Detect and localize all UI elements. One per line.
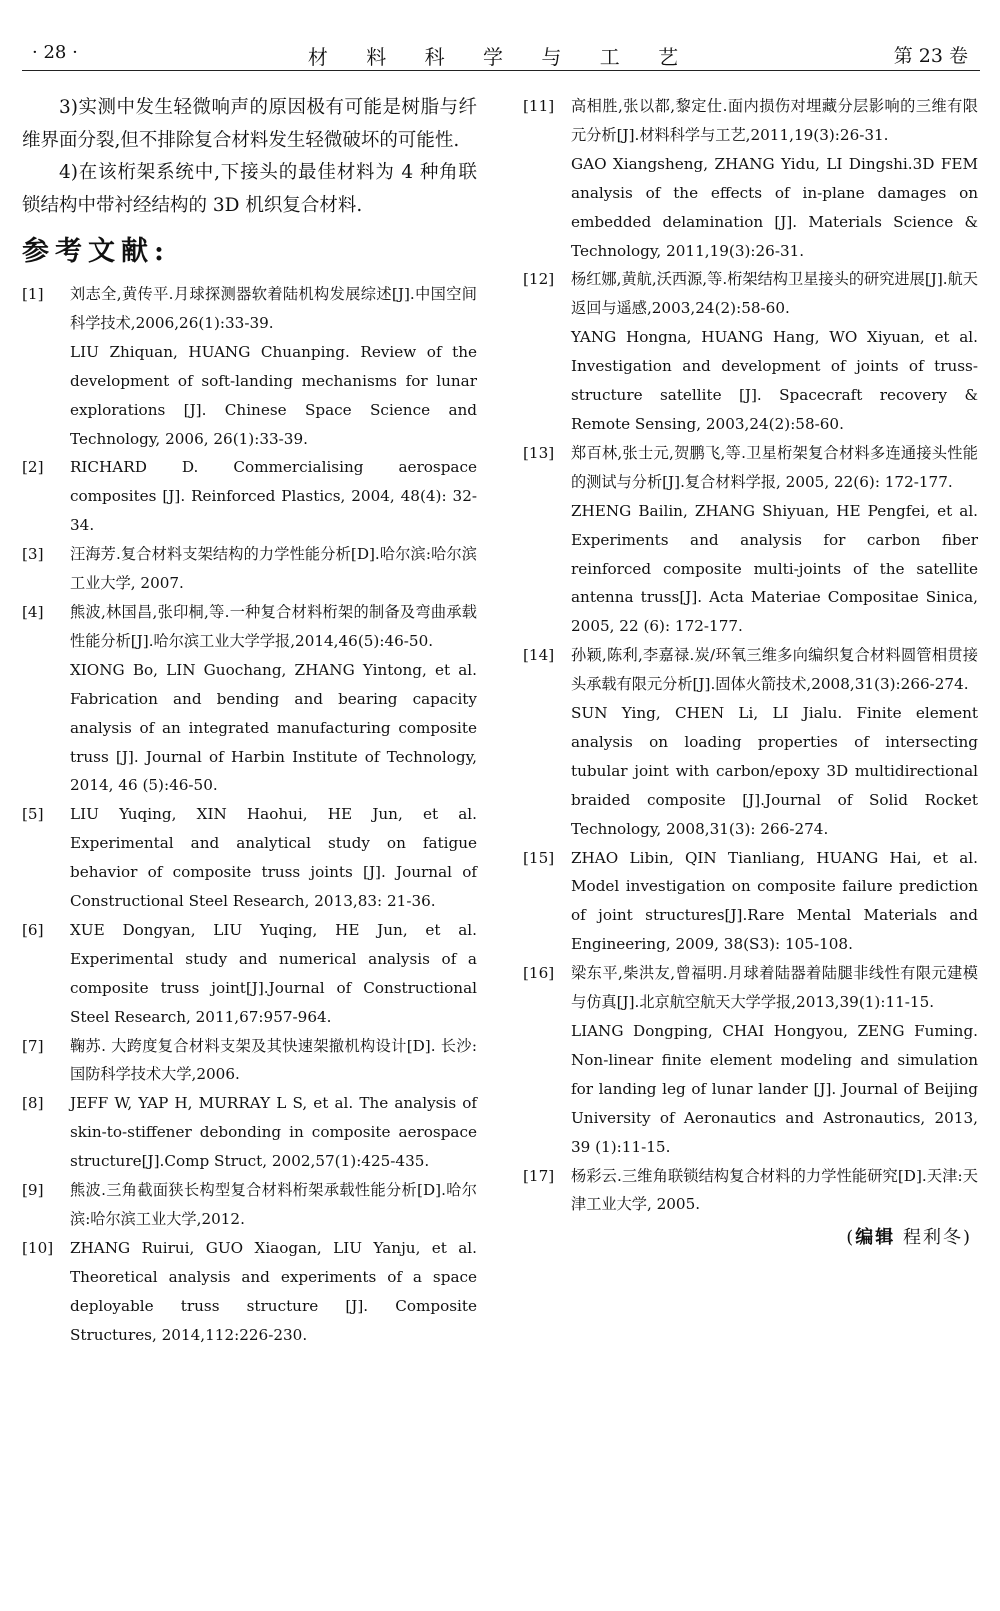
journal-title: 材 料 科 学 与 工 艺 <box>307 45 695 69</box>
reference-item <box>523 641 978 843</box>
reference-list-left <box>22 280 477 1350</box>
reference-text-english: ZHAO Libin, QIN Tianliang, HUANG Hai, et al. Model investigation on composite failure prediction of joint structures[J].Rare Mental Materials and Engineering, 2009, 38(S3): 105-108. <box>571 848 978 954</box>
editor-credit <box>523 1223 978 1249</box>
reference-item <box>22 916 477 1032</box>
reference-item <box>22 453 477 540</box>
reference-text-english: ZHANG Ruirui, GUO Xiaogan, LIU Yanju, et al. Theoretical analysis and experiments of a space deployable truss structure [J]. Composite Structures, 2014,112:226-230. <box>70 1238 477 1344</box>
reference-item <box>523 439 978 641</box>
reference-number: [8] <box>22 1094 44 1113</box>
conclusion-paragraph-4: 4)在该桁架系统中,下接头的最佳材料为 4 种角联锁结构中带衬经结构的 3D 机织复合材料. <box>22 162 477 216</box>
reference-number: [7] <box>22 1036 44 1055</box>
reference-text-chinese: 杨红娜,黄航,沃西源,等.桁架结构卫星接头的研究进展[J].航天返回与遥感,2003,24(2):58-60. <box>571 270 978 318</box>
reference-text-chinese: 孙颖,陈利,李嘉禄.炭/环氧三维多向编织复合材料圆管相贯接头承载有限元分析[J].固体火箭技术,2008,31(3):266-274. <box>571 646 978 694</box>
reference-number: [16] <box>523 964 555 983</box>
reference-number: [13] <box>523 443 555 462</box>
reference-item <box>523 959 978 1161</box>
reference-number: [10] <box>22 1238 54 1257</box>
reference-text-chinese: 杨彩云.三维角联锁结构复合材料的力学性能研究[D].天津:天津工业大学, 2005. <box>571 1166 978 1214</box>
volume-label: 第 23 卷 <box>893 45 968 67</box>
reference-text-english: LIANG Dongping, CHAI Hongyou, ZENG Fuming. Non-linear finite element modeling and simulation for landing leg of lunar lander [J]. Journal of Beijing University of Aeronautics and Astronautics, 2013, 39 (1):11-15. <box>571 1022 978 1156</box>
reference-text-chinese: 汪海芳.复合材料支架结构的力学性能分析[D].哈尔滨:哈尔滨工业大学, 2007. <box>70 545 477 593</box>
reference-item <box>22 1089 477 1176</box>
conclusion-paragraph-3: 3)实测中发生轻微响声的原因极有可能是树脂与纤维界面分裂,但不排除复合材料发生轻微破坏的可能性. <box>22 97 477 151</box>
editor-open-paren: ( <box>846 1227 856 1249</box>
reference-text-english: SUN Ying, CHEN Li, LI Jialu. Finite element analysis on loading properties of intersecting tubular joint with carbon/epoxy 3D multidirectional braided composite [J].Journal of Solid Rocket Technology, 2008,31(3): 266-274. <box>571 704 978 838</box>
right-column <box>523 92 978 1249</box>
page-header <box>22 38 980 71</box>
reference-text-english: GAO Xiangsheng, ZHANG Yidu, LI Dingshi.3D FEM analysis of the effects of in-plane damages on embedded delamination [J]. Materials Science & Technology, 2011,19(3):26-31. <box>571 154 978 260</box>
page-number: · 28 · <box>32 42 78 63</box>
reference-number: [11] <box>523 97 555 115</box>
reference-number: [1] <box>22 285 44 303</box>
reference-text-chinese: 熊波.三角截面狭长构型复合材料桁架承载性能分析[D].哈尔滨:哈尔滨工业大学,2012. <box>70 1181 477 1228</box>
reference-text-english: ZHENG Bailin, ZHANG Shiyuan, HE Pengfei, et al. Experiments and analysis for carbon fiber reinforced composite multi-joints of the satellite antenna truss[J]. Acta Materiae Compositae Sinica, 2005, 22 (6): 172-177. <box>571 501 978 636</box>
reference-number: [17] <box>523 1166 555 1185</box>
reference-item <box>523 1162 978 1220</box>
reference-number: [9] <box>22 1181 44 1200</box>
editor-name: 程利冬 <box>902 1227 963 1249</box>
reference-text-chinese: 刘志全,黄传平.月球探测器软着陆机构发展综述[J].中国空间科学技术,2006,26(1):33-39. <box>70 285 477 332</box>
reference-text-english: LIU Zhiquan, HUANG Chuanping. Review of the development of soft-landing mechanisms for lunar explorations [J]. Chinese Space Science and Technology, 2006, 26(1):33-39. <box>70 342 477 448</box>
editor-label: 编辑 <box>855 1227 896 1249</box>
reference-item <box>22 598 477 800</box>
reference-number: [6] <box>22 920 44 939</box>
reference-text-english: XUE Dongyan, LIU Yuqing, HE Jun, et al. Experimental study and numerical analysis of a composite truss joint[J].Journal of Constructional Steel Research, 2011,67:957-964. <box>70 920 477 1026</box>
reference-list-right <box>523 92 978 1219</box>
reference-number: [12] <box>523 270 555 289</box>
reference-text-chinese: 梁东平,柴洪友,曾福明.月球着陆器着陆腿非线性有限元建模与仿真[J].北京航空航天大学学报,2013,39(1):11-15. <box>571 964 978 1012</box>
reference-item <box>22 1176 477 1234</box>
reference-text-chinese: 熊波,林国昌,张印桐,等.一种复合材料桁架的制备及弯曲承载性能分析[J].哈尔滨工业大学学报,2014,46(5):46-50. <box>70 602 477 650</box>
reference-item <box>22 1234 477 1350</box>
reference-number: [4] <box>22 602 44 621</box>
reference-number: [15] <box>523 848 555 867</box>
reference-text-english: LIU Yuqing, XIN Haohui, HE Jun, et al. Experimental and analytical study on fatigue behavior of composite truss joints [J]. Journal of Constructional Steel Research, 2013,83: 21-36. <box>70 805 477 911</box>
reference-text-english: JEFF W, YAP H, MURRAY L S, et al. The analysis of skin-to-stiffener debonding in composite aerospace structure[J].Comp Struct, 2002,57(1):425-435. <box>70 1094 477 1171</box>
editor-close-paren: ) <box>962 1227 972 1249</box>
reference-number: [14] <box>523 646 555 665</box>
reference-number: [2] <box>22 458 44 477</box>
reference-item <box>22 1032 477 1090</box>
reference-number: [5] <box>22 805 44 824</box>
reference-text-chinese: 高相胜,张以都,黎定仕.面内损伤对埋藏分层影响的三维有限元分析[J].材料科学与工艺,2011,19(3):26-31. <box>571 97 978 144</box>
reference-text-english: XIONG Bo, LIN Guochang, ZHANG Yintong, et al. Fabrication and bending and bearing capacity analysis of an integrated manufacturing composite truss [J]. Journal of Harbin Institute of Technology, 2014, 46 (5):46-50. <box>70 660 477 795</box>
reference-text-english: RICHARD D. Commercialising aerospace composites [J]. Reinforced Plastics, 2004, 48(4): 32-34. <box>70 458 477 535</box>
reference-item <box>523 844 978 960</box>
reference-item <box>523 92 978 265</box>
reference-number: [3] <box>22 545 44 564</box>
reference-text-english: YANG Hongna, HUANG Hang, WO Xiyuan, et al. Investigation and development of joints of truss-structure satellite [J]. Spacecraft recovery & Remote Sensing, 2003,24(2):58-60. <box>571 328 978 433</box>
reference-item <box>22 540 477 598</box>
reference-item <box>22 280 477 453</box>
reference-text-chinese: 鞠苏. 大跨度复合材料支架及其快速架撤机构设计[D]. 长沙:国防科学技术大学,2006. <box>70 1036 477 1084</box>
references-title: 参考文献: <box>22 236 170 267</box>
left-column <box>22 92 477 1350</box>
reference-item <box>523 265 978 438</box>
reference-item <box>22 800 477 916</box>
reference-text-chinese: 郑百林,张士元,贺鹏飞,等.卫星桁架复合材料多连通接头性能的测试与分析[J].复合材料学报, 2005, 22(6): 172-177. <box>571 443 978 491</box>
